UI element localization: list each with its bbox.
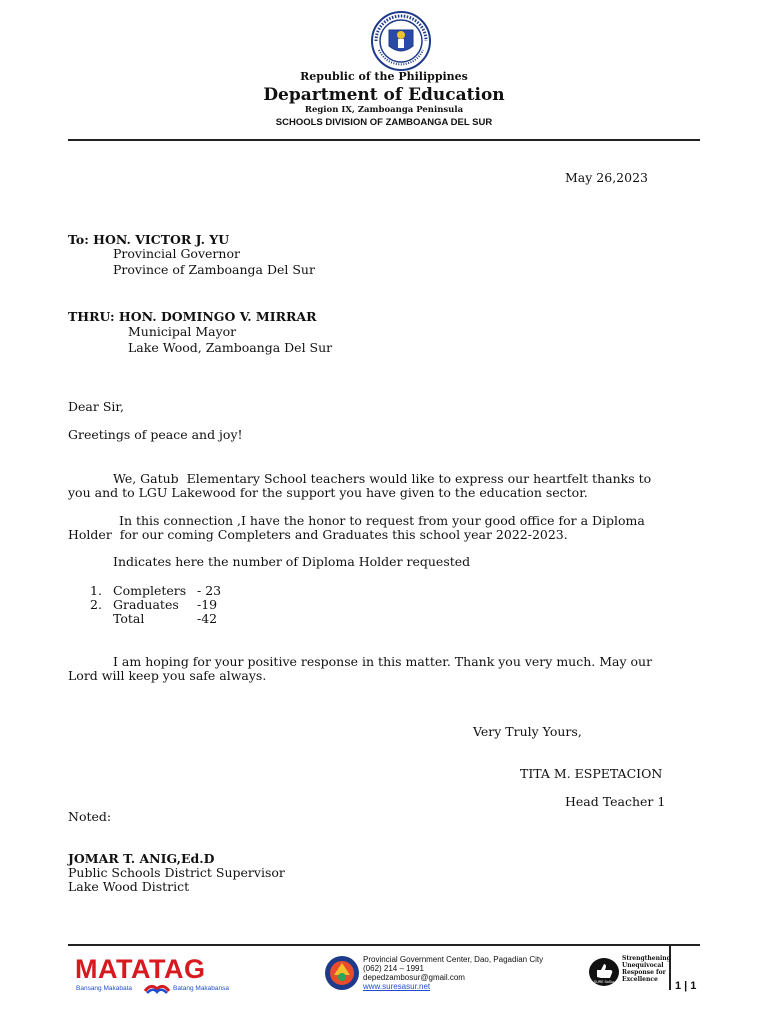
- sure-badge: [588, 957, 620, 987]
- list-number: 2.: [90, 597, 102, 612]
- thru-name: THRU: HON. DOMINGO V. MIRRAR: [68, 309, 317, 324]
- header-department: Department of Education: [263, 85, 505, 105]
- noted-label: Noted:: [68, 809, 112, 824]
- footer-divider: [68, 944, 700, 946]
- list-label: Graduates: [113, 597, 179, 612]
- header-republic: Republic of the Philippines: [300, 70, 468, 83]
- paragraph-2-line-2: Holder for our coming Completers and Graduates this school year 2022-2023.: [68, 527, 568, 542]
- paragraph-1-line-2: you and to LGU Lakewood for the support you have given to the education sector.: [68, 485, 588, 500]
- sure-label: SURE SaSur: [593, 980, 615, 984]
- paragraph-2-line-1: In this connection ,I have the honor to request from your good office for a Diploma: [119, 513, 645, 528]
- header-division: SCHOOLS DIVISION OF ZAMBOANGA DEL SUR: [275, 117, 493, 128]
- paragraph-3-line-2: Lord will keep you safe always.: [68, 668, 267, 683]
- list-number: 1.: [90, 583, 102, 598]
- signatory-name: TITA M. ESPETACION: [520, 766, 663, 781]
- to-place: Province of Zamboanga Del Sur: [113, 262, 315, 277]
- header-divider: [68, 139, 700, 141]
- hands-icon: [143, 980, 171, 994]
- list-item: [90, 584, 290, 598]
- footer-email: depedzambosur@gmail.com: [363, 973, 465, 982]
- letter-date: May 26,2023: [565, 170, 648, 185]
- sure-line-4: Excellence: [622, 976, 658, 983]
- footer-website-link[interactable]: www.suresasur.net: [363, 982, 431, 991]
- footer-page-rule: [669, 946, 671, 990]
- noted-by-title: Public Schools District Supervisor: [68, 865, 285, 880]
- footer-address: Provincial Government Center, Dao, Pagadian City: [363, 955, 544, 964]
- list-item: [90, 598, 290, 612]
- footer-phone: (062) 214 – 1991: [363, 964, 424, 973]
- list-label: Completers: [113, 583, 187, 598]
- list-value: -19: [197, 597, 218, 612]
- deped-seal: [365, 10, 437, 72]
- division-seal-icon: [323, 955, 361, 991]
- closing: Very Truly Yours,: [473, 724, 582, 739]
- sure-line-3: Response for: [622, 969, 666, 976]
- header-region: Region IX, Zamboanga Peninsula: [304, 105, 464, 115]
- sure-line-2: Unequivocal: [622, 962, 664, 969]
- thru-place: Lake Wood, Zamboanga Del Sur: [128, 340, 333, 355]
- paragraph-3-line-1: I am hoping for your positive response in this matter. Thank you very much. May our: [113, 654, 653, 669]
- list-value: -42: [197, 611, 218, 626]
- to-name: To: HON. VICTOR J. YU: [68, 232, 230, 247]
- matatag-tagline-right: Batang Makabansa: [173, 985, 230, 992]
- list-value: - 23: [197, 583, 222, 598]
- list-item: [90, 612, 290, 626]
- noted-by-district: Lake Wood District: [68, 879, 190, 894]
- signatory-title: Head Teacher 1: [565, 794, 666, 809]
- matatag-tagline-left: Bansang Makabata: [76, 985, 133, 992]
- indicates-line: Indicates here the number of Diploma Holder requested: [113, 554, 471, 569]
- page-number: 1 | 1: [675, 980, 697, 992]
- paragraph-1-line-1: We, Gatub Elementary School teachers would like to express our heartfelt thanks to: [113, 471, 652, 486]
- thru-title: Municipal Mayor: [128, 324, 237, 339]
- sure-line-1: Strengthening: [622, 955, 671, 962]
- to-title: Provincial Governor: [113, 246, 240, 261]
- greeting: Greetings of peace and joy!: [68, 427, 243, 442]
- matatag-logo: MATATAG: [75, 954, 206, 984]
- salutation: Dear Sir,: [68, 399, 124, 414]
- list-label: Total: [113, 611, 145, 626]
- noted-by-name: JOMAR T. ANIG,Ed.D: [68, 851, 215, 866]
